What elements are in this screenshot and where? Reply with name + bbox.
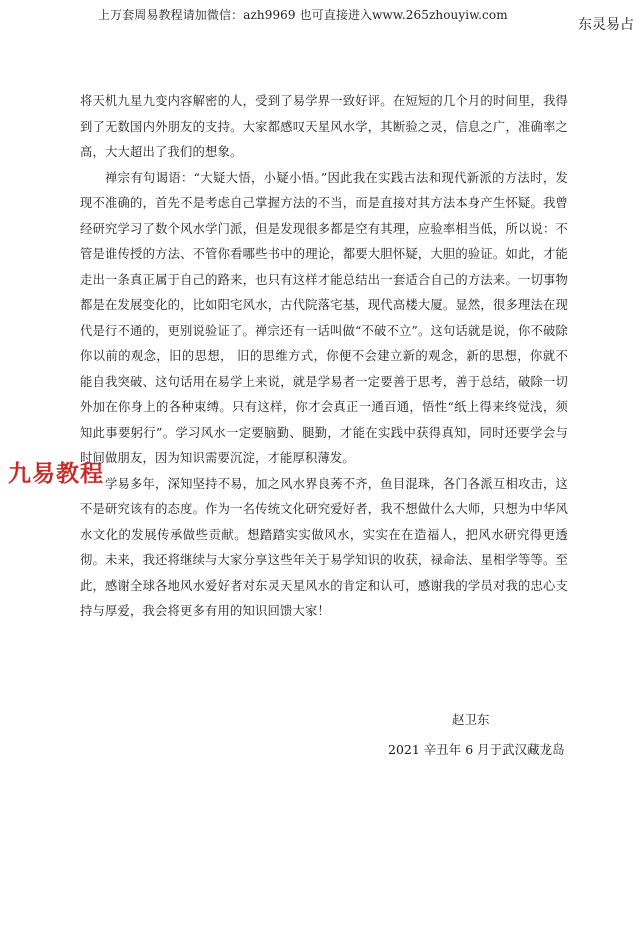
author-signature: 赵卫东 xyxy=(452,712,490,727)
header-notice: 上万套周易教程请加微信：azh9969 也可直接进入www.265zhouyiw.com xyxy=(98,8,508,22)
paragraph-study-years: 学易多年，深知坚持不易，加之风水界良莠不齐，鱼目混珠，各门各派互相攻击，这不是研究该有的态度。作为一名传统文化研究爱好者，我不想做什么大师，只想为中华风水文化的发展传承做些贡献。想踏踏实实做风水，实实在在造福人，把风水研究得更透彻。未来，我还将继续与大家分享这些年关于易学知识的收获，禄命法、星相学等等。至此，感谢全球各地风水爱好者对东灵天星风水的肯定和认可，感谢我的学员对我的忠心支持与厚爱，我会将更多有用的知识回馈大家！ xyxy=(80,476,568,618)
brand-label: 东灵易占 xyxy=(578,17,634,33)
article-body xyxy=(80,89,568,625)
date-location: 2021 辛丑年 6 月于武汉藏龙岛 xyxy=(388,742,565,757)
paragraph-zen-doubt: 禅宗有句谒语：“大疑大悟，小疑小悟。”因此我在实践古法和现代新派的方法时，发现不准确的，首先不是考虑自己掌握方法的不当，而是直接对其方法本身产生怀疑。我曾经研究学习了数个风水学门派，但是发现很多都是空有其理，应验率相当低，所以说：不管是谁传授的方法、不管你看哪些书中的理论，都要大胆怀疑，大胆的验证。如此，才能走出一条真正属于自己的路来，也只有这样才能总结出一套适合自己的方法来。一切事物都是在发展变化的，比如阳宅风水，古代院落宅基，现代高楼大厦。显然，很多理法在现代是行不通的，更别说验证了。禅宗还有一话叫做“不破不立”。这句话就是说，你不破除你以前的观念，旧的思想， 旧的思维方式，你便不会建立新的观念，新的思想，你就不能自我突破、这句话用在易学上来说，就是学易者一定要善于思考，善于总结，破除一切外加在你身上的各种束缚。只有这样，你才会真正一通百通，悟性“纸上得来终觉浅，须知此事要躬行”。学习风水一定要脑勤、腿勤，才能在实践中获得真知，同时还要学会与时间做朋友，因为知识需要沉淀，才能厚积薄发。 xyxy=(80,170,568,465)
watermark-logo: 九易教程 xyxy=(8,461,104,487)
paragraph-intro: 将天机九星九变内容解密的人，受到了易学界一致好评。在短短的几个月的时间里，我得到了无数国内外朋友的支持。大家都感叹天星风水学，其断验之灵，信息之广，准确率之高，大大超出了我们的想象。 xyxy=(80,94,568,159)
